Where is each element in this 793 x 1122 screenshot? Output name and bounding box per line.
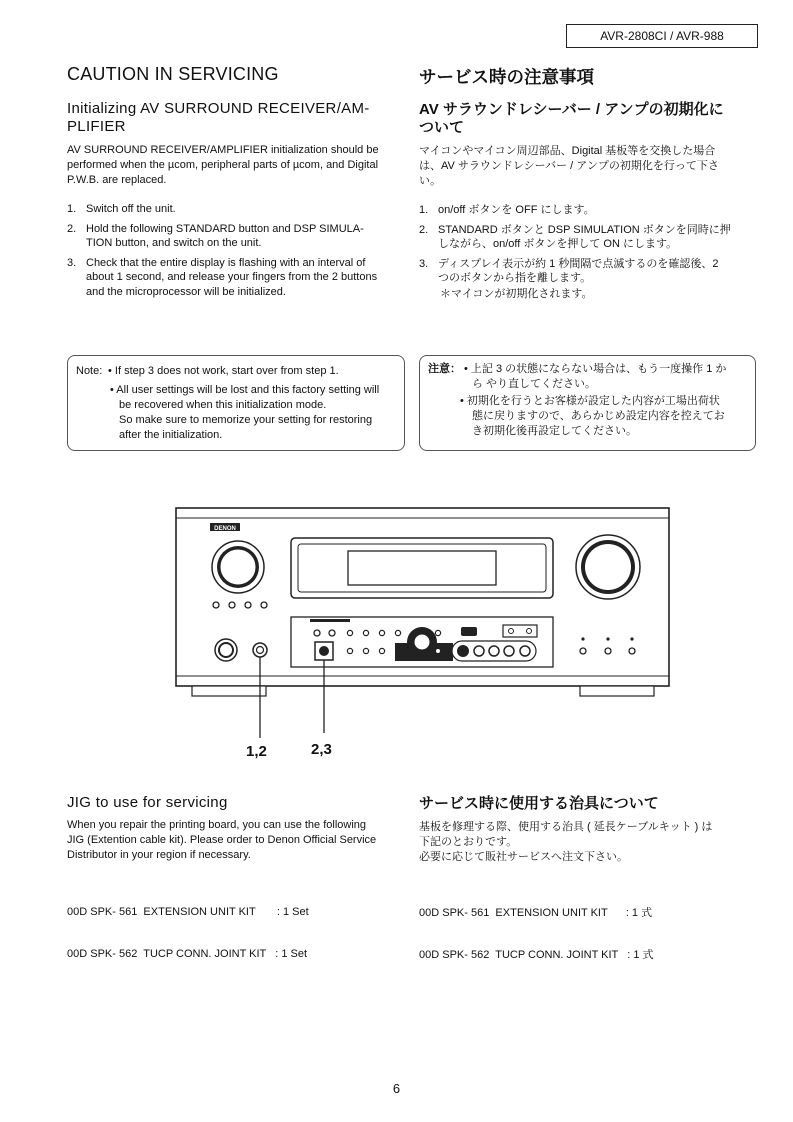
panel-button: [363, 630, 368, 635]
indicator-dot: [581, 637, 584, 640]
jig-item-en: 00D SPK- 562 TUCP CONN. JOINT KIT : 1 Set: [67, 948, 308, 960]
foot-left: [192, 686, 266, 696]
front-button: [213, 602, 219, 608]
step-text: つのボタンから指を離します。: [438, 272, 592, 284]
note-en-line3: be recovered when this initialization mode.: [119, 399, 327, 411]
intro-en-line1: AV SURROUND RECEIVER/AMPLIFIER initialization should be: [67, 144, 379, 156]
phones-jack: [319, 646, 329, 656]
intro-jp-line1: マイコンやマイコン周辺部品、Digital 基板等を交換した場合: [419, 145, 716, 157]
panel-button: [509, 629, 514, 634]
note-jp-line2: ら やり直してください。: [472, 378, 597, 390]
panel-label-bar: [310, 619, 350, 622]
section-title-jp: サービス時の注意事項: [419, 67, 594, 87]
jig-item-jp: 00D SPK- 561 EXTENSION UNIT KIT : 1 式: [419, 907, 653, 919]
intro-jp-line2: は、AV サラウンドレシーバー / アンプの初期化を行って下さ: [419, 160, 719, 172]
step-number: 2.: [67, 222, 77, 235]
on-off-button-center: [257, 647, 264, 654]
panel-button: [347, 630, 352, 635]
step-jp-2: [419, 223, 764, 252]
subtitle-en: [67, 100, 407, 136]
intro-jp: [419, 144, 764, 189]
jig-jp-line3: 必要に応じて販社サービスへ注文下さい。: [419, 851, 628, 863]
step-text: STANDARD ボタンと DSP SIMULATION ボタンを同時に押: [438, 223, 731, 236]
step-jp-3: [419, 257, 764, 286]
step-number: 1.: [67, 203, 77, 215]
cursor-enter-button: [414, 634, 430, 650]
step-note-jp: ＊マイコンが初期化されます。: [440, 288, 593, 300]
step-text: Hold the following STANDARD button and DSP SIMULA-: [86, 222, 364, 235]
step-en-1: [67, 202, 412, 217]
jig-desc-jp: [419, 820, 764, 865]
note-label-jp: 注意：: [428, 363, 461, 375]
subtitle-en-line1: Initializing AV SURROUND RECEIVER/AM-: [67, 100, 370, 117]
jig-list-en: [67, 877, 309, 975]
note-jp-line3: • 初期化を行うとお客様が設定した内容が工場出荷状: [460, 395, 720, 407]
step-text: しながら、on/off ボタンを押して ON にします。: [438, 238, 678, 250]
jig-list-jp: [419, 878, 654, 976]
panel-button: [379, 648, 384, 653]
indicator-dot: [606, 637, 609, 640]
intro-en-line2: performed when the µcom, peripheral parts of µcom, and Digital: [67, 159, 379, 171]
note-en-line2: • All user settings will be lost and this factory setting will: [110, 384, 380, 396]
callout-label-1: 1,2: [246, 743, 267, 760]
standard-button: [314, 630, 320, 636]
step-number: 1.: [419, 204, 429, 216]
jig-jp-line2: 下記のとおりです。: [419, 836, 518, 848]
note-jp-line4: 態に戻りますので、あらかじめ設定内容を控えてお: [472, 410, 725, 422]
model-number-box: [566, 24, 758, 48]
note-label-en: Note:: [76, 365, 103, 377]
power-switch-center: [219, 643, 233, 657]
panel-button: [379, 630, 384, 635]
front-button: [261, 602, 267, 608]
steps-en: [67, 202, 412, 304]
panel-button: [363, 648, 368, 653]
front-button: [245, 602, 251, 608]
panel-button: [435, 630, 440, 635]
step-text: about 1 second, and release your fingers from the 2 buttons: [86, 271, 378, 283]
panel-button: [347, 648, 352, 653]
note-box-jp: [419, 355, 756, 451]
intro-en: [67, 143, 412, 188]
front-button: [229, 602, 235, 608]
jack: [457, 645, 469, 657]
step-text: on/off ボタンを OFF にします。: [438, 204, 595, 216]
note-jp-line1: • 上記 3 の状態にならない場合は、もう一度操作 1 か: [464, 363, 727, 375]
step-number: 3.: [67, 256, 77, 269]
receiver-front-panel-figure: [170, 500, 675, 770]
note-box-en: [67, 355, 405, 451]
indicator-dot: [630, 637, 633, 640]
jack: [474, 646, 484, 656]
jig-en-line3: Distributor in your region if necessary.: [67, 849, 251, 861]
steps-jp: [419, 203, 764, 291]
jig-jp-line1: 基板を修理する際、使用する治具 ( 延長ケーブルキット ) は: [419, 821, 713, 833]
subtitle-jp-line2: ついて: [419, 119, 465, 136]
intro-jp-line3: い。: [419, 175, 441, 187]
step-text: Switch off the unit.: [86, 203, 176, 215]
dsp-simulation-button: [329, 630, 335, 636]
step-number: 3.: [419, 257, 429, 270]
step-en-2: [67, 222, 412, 251]
jig-en-line1: When you repair the printing board, you can use the following: [67, 819, 367, 831]
jig-en-line2: JIG (Extention cable kit). Please order to Denon Official Service: [67, 834, 377, 846]
panel-button: [435, 648, 440, 653]
panel-button: [395, 630, 400, 635]
step-text: and the microprocessor will be initialized.: [86, 285, 286, 298]
panel-button: [527, 629, 532, 634]
fl-display: [348, 551, 496, 585]
note-en-line1: • If step 3 does not work, start over from step 1.: [108, 365, 339, 377]
subtitle-jp: [419, 101, 764, 137]
front-button: [605, 648, 611, 654]
step-text: TION button, and switch on the unit.: [86, 237, 262, 249]
jack: [520, 646, 530, 656]
port-indicator: [461, 627, 477, 636]
note-jp-line5: き初期化後再設定してください。: [472, 425, 637, 437]
brand-text: DENON: [214, 526, 236, 532]
step-en-3: [67, 256, 412, 300]
intro-en-line3: P.W.B. are replaced.: [67, 174, 167, 186]
step-jp-1: [419, 203, 764, 218]
knob-center-left: [221, 550, 255, 584]
jig-title-en: JIG to use for servicing: [67, 794, 228, 811]
step-text: ディスプレイ表示が約 1 秒間隔で点滅するのを確認後、2: [438, 257, 719, 270]
step-text: Check that the entire display is flashing with an interval of: [86, 256, 366, 269]
step-number: 2.: [419, 223, 429, 236]
jig-desc-en: [67, 818, 412, 863]
section-title-en: CAUTION IN SERVICING: [67, 64, 279, 84]
jig-title-jp: サービス時に使用する治具について: [419, 795, 659, 812]
page-number: 6: [392, 1081, 401, 1096]
note-en-line5: after the initialization.: [119, 429, 223, 441]
front-button: [629, 648, 635, 654]
note-en-line4: So make sure to memorize your setting for restoring: [119, 414, 373, 426]
model-number: AVR-2808CI / AVR-988: [600, 29, 724, 43]
jig-item-jp: 00D SPK- 562 TUCP CONN. JOINT KIT : 1 式: [419, 949, 654, 961]
jack: [489, 646, 499, 656]
subtitle-en-line2: PLIFIER: [67, 118, 126, 135]
foot-right: [580, 686, 654, 696]
knob-center-right: [585, 544, 631, 590]
subtitle-jp-line1: AV サラウンドレシーバー / アンプの初期化に: [419, 101, 724, 118]
callout-label-2: 2,3: [311, 741, 332, 758]
front-button: [580, 648, 586, 654]
jig-item-en: 00D SPK- 561 EXTENSION UNIT KIT : 1 Set: [67, 906, 309, 918]
jack: [504, 646, 514, 656]
